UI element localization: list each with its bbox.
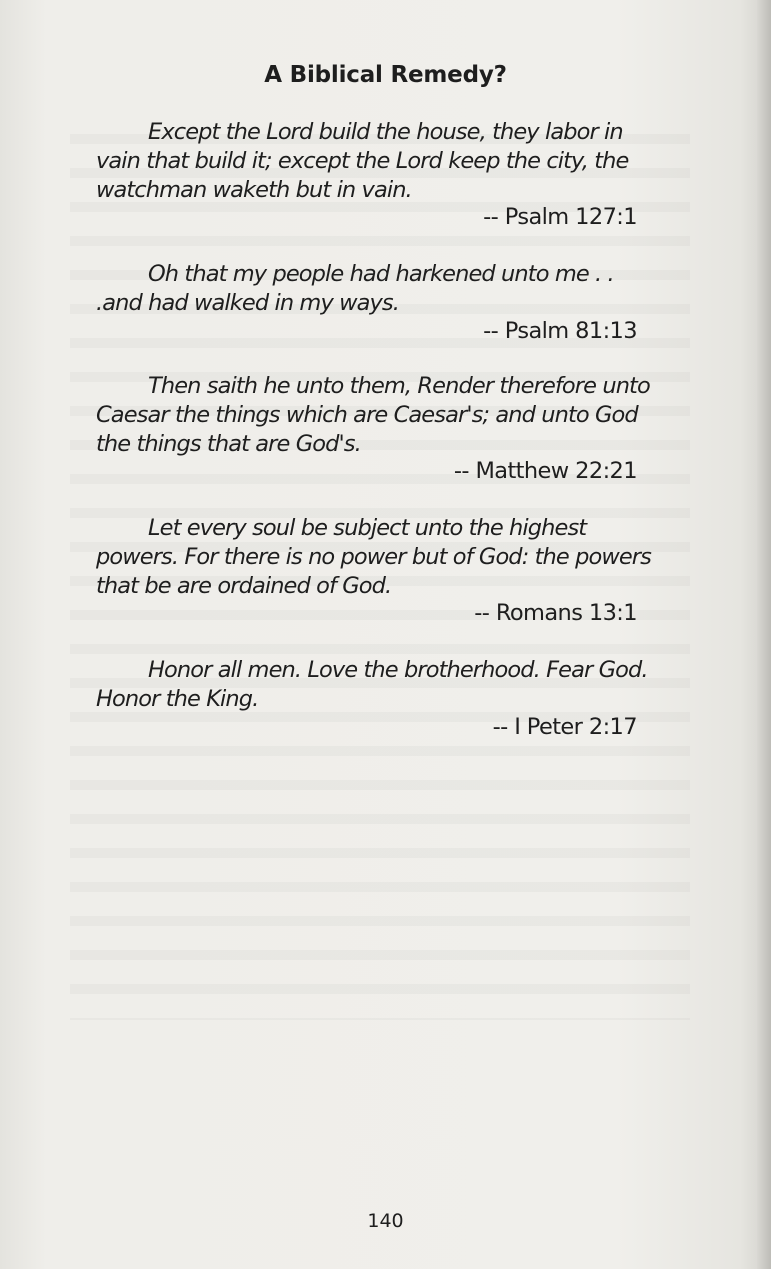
quote-text-3: Then saith he unto them, Render therefore unto Caesar the things which are Caesar's; and unto God the things that are God's. <box>96 373 650 457</box>
page-edge-shadow <box>757 0 771 1269</box>
quote-reference-1: -- Psalm 127:1 <box>483 204 637 230</box>
quote-reference-3: -- Matthew 22:21 <box>453 458 637 484</box>
quote-text-4: Let every soul be subject unto the highest powers. For there is no power but of God: the powers that be are ordained of God. <box>96 515 651 599</box>
page-number: 140 <box>367 1210 404 1232</box>
quote-reference-2: -- Psalm 81:13 <box>483 318 637 344</box>
quote-reference-4: -- Romans 13:1 <box>474 600 637 626</box>
page-title: A Biblical Remedy? <box>264 62 507 88</box>
quote-text-5: Honor all men. Love the brotherhood. Fear God. Honor the King. <box>96 657 648 712</box>
quote-reference-5: -- I Peter 2:17 <box>492 714 637 740</box>
quote-text-2: Oh that my people had harkened unto me . . .and had walked in my ways. <box>96 261 614 316</box>
quote-text-1: Except the Lord build the house, they labor in vain that build it; except the Lord keep the city, the watchman waketh but in vain. <box>96 119 629 203</box>
